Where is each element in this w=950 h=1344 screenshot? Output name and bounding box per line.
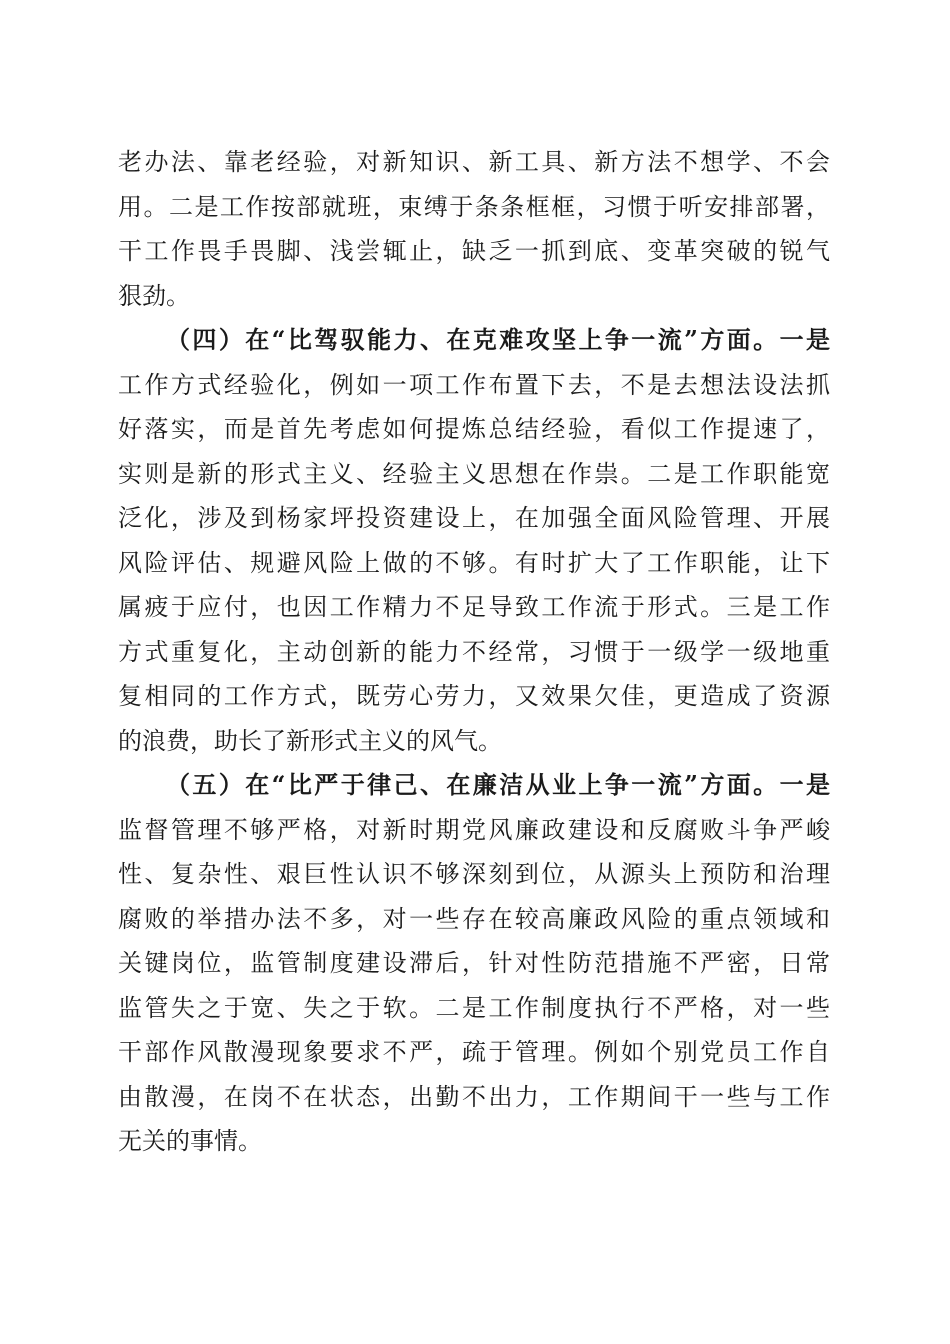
text-line: 的浪费，助长了新形式主义的风气。 [118,726,502,755]
text-line: 干工作畏手畏脚、浅尝辄止，缺乏一抓到底、变革突破的锐气 [118,237,830,265]
section-heading-5: （五）在“比严于律己、在廉洁从业上争一流”方面。一是 [166,770,830,799]
text-line: 方式重复化，主动创新的能力不经常，习惯于一级学一级地重 [118,637,830,666]
text-line: 由散漫，在岗不在状态，出勤不出力，工作期间干一些与工作 [118,1082,830,1111]
text-line: 泛化，涉及到杨家坪投资建设上，在加强全面风险管理、开展 [118,504,830,532]
text-line: 性、复杂性、艰巨性认识不够深刻到位，从源头上预防和治理 [118,860,830,888]
text-line: 腐败的举措办法不多，对一些存在较高廉政风险的重点领域和 [118,904,830,933]
text-line: 好落实，而是首先考虑如何提炼总结经验，看似工作提速了， [118,415,830,443]
text-line: 用。二是工作按部就班，束缚于条条框框，习惯于听安排部署， [118,192,830,221]
section-heading-4: （四）在“比驾驭能力、在克难攻坚上争一流”方面。一是 [166,325,830,354]
document-body [118,140,830,1164]
text-line: 关键岗位，监管制度建设滞后，针对性防范措施不严密，日常 [118,949,830,977]
text-line: 实则是新的形式主义、经验主义思想在作祟。二是工作职能宽 [118,459,830,488]
text-line: 风险评估、规避风险上做的不够。有时扩大了工作职能，让下 [118,548,830,577]
text-line: 复相同的工作方式，既劳心劳力，又效果欠佳，更造成了资源 [118,682,830,710]
text-line: 狠劲。 [118,281,190,310]
text-line: 属疲于应付，也因工作精力不足导致工作流于形式。三是工作 [118,593,830,621]
text-line: 无关的事情。 [118,1127,262,1155]
text-line: 干部作风散漫现象要求不严，疏于管理。例如个别党员工作自 [118,1038,830,1066]
text-line: 老办法、靠老经验，对新知识、新工具、新方法不想学、不会 [118,148,830,176]
text-line: 监管失之于宽、失之于软。二是工作制度执行不严格，对一些 [118,993,830,1022]
text-line: 工作方式经验化，例如一项工作布置下去，不是去想法设法抓 [118,370,830,399]
text-line: 监督管理不够严格，对新时期党风廉政建设和反腐败斗争严峻 [118,815,830,844]
